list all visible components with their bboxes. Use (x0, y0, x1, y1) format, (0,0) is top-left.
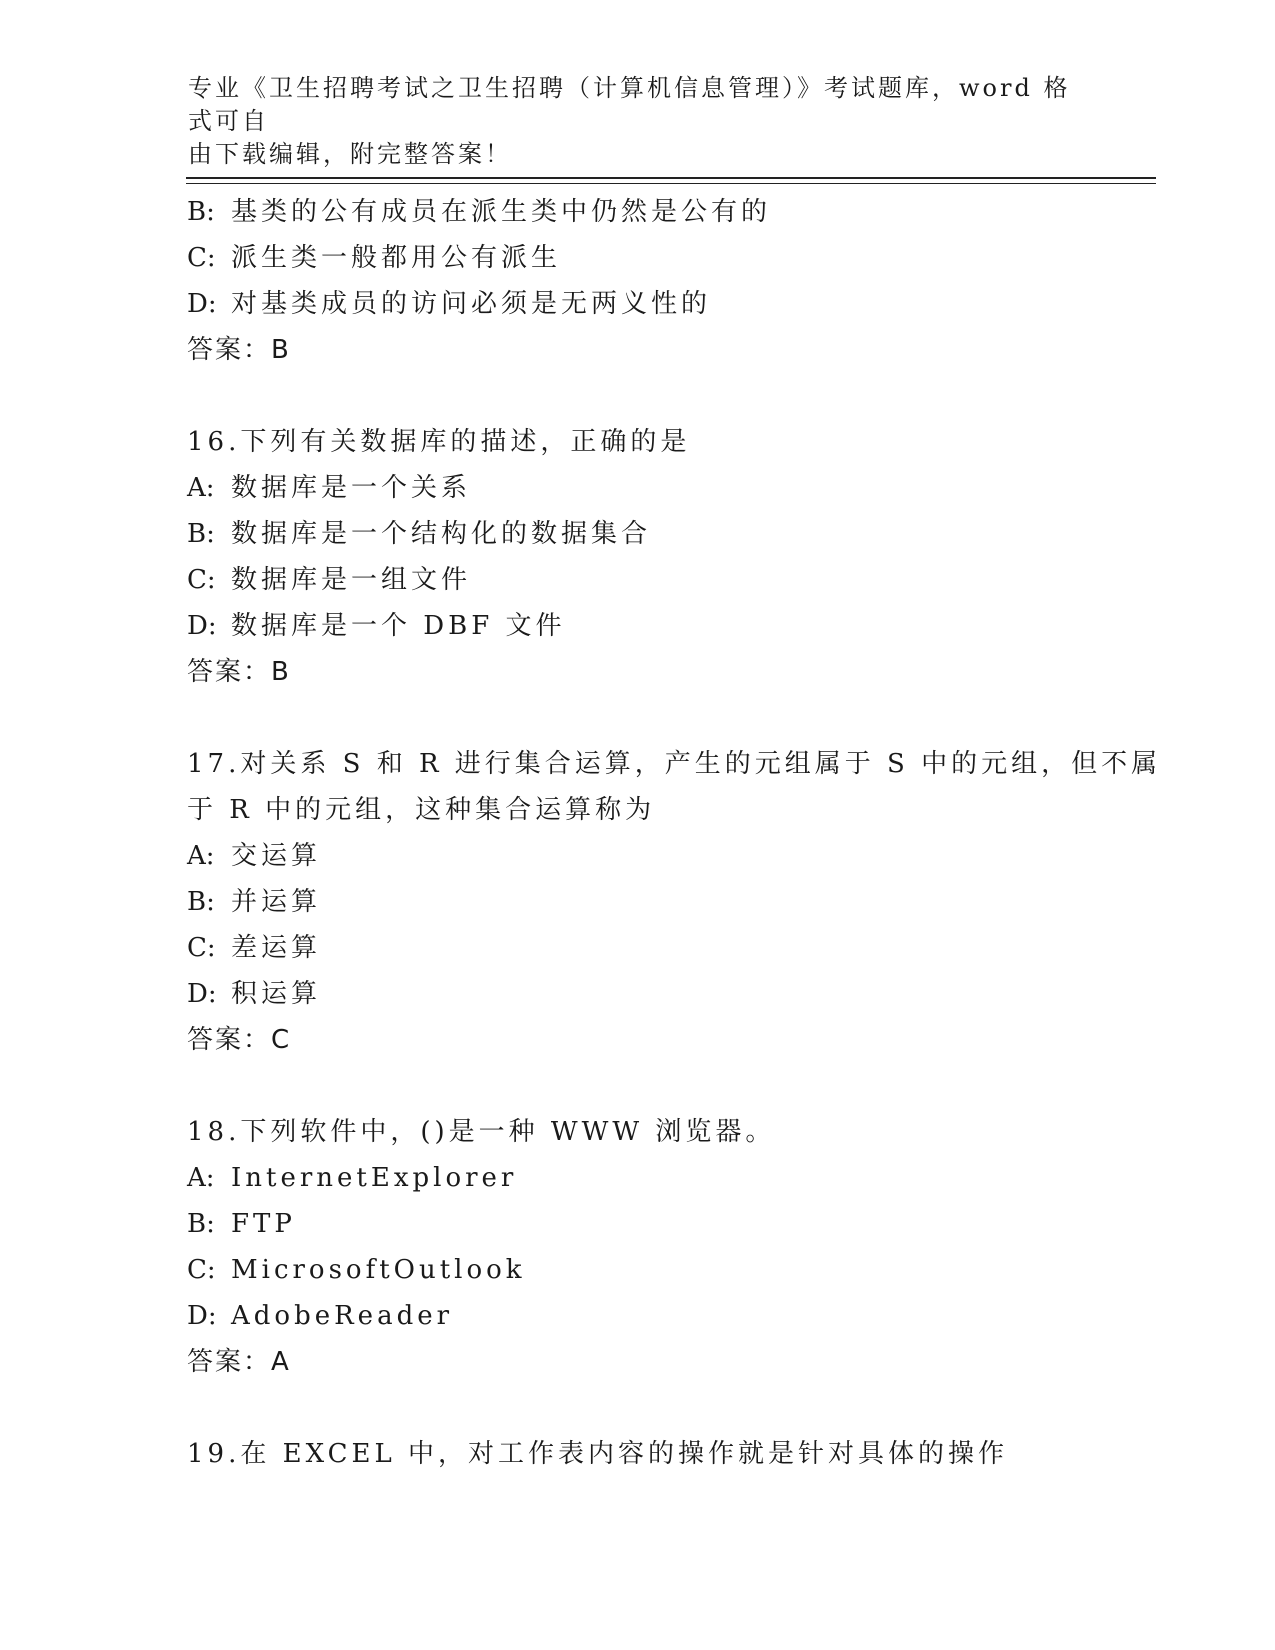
option-text: 基类的公有成员在派生类中仍然是公有的 (231, 197, 772, 227)
question-title: 16.下列有关数据库的描述，正确的是 (187, 427, 691, 457)
option-key: D: (187, 289, 217, 319)
option-c (187, 925, 1087, 971)
option-a (187, 1155, 1087, 1201)
option-key: D: (187, 1301, 217, 1331)
option-key: D: (187, 611, 217, 641)
question-block-17 (187, 741, 1162, 1063)
option-d (187, 603, 1087, 649)
option-d (187, 1293, 1087, 1339)
answer-line: 答案：B (187, 335, 291, 365)
option-key: C: (187, 933, 216, 963)
spacer (187, 695, 1087, 741)
answer-line: 答案：B (187, 657, 291, 687)
spacer (187, 1063, 1087, 1109)
option-text: MicrosoftOutlook (231, 1255, 526, 1285)
option-key: B: (187, 197, 215, 227)
option-b (187, 189, 1087, 235)
option-key: B: (187, 887, 215, 917)
option-key: C: (187, 565, 216, 595)
option-text: 数据库是一个 DBF 文件 (231, 611, 566, 641)
question-block-16 (187, 419, 1087, 695)
question-title-line-2: 于 R 中的元组，这种集合运算称为 (187, 795, 656, 825)
option-text: 派生类一般都用公有派生 (231, 243, 562, 273)
option-key: D: (187, 979, 217, 1009)
option-a (187, 833, 1087, 879)
option-key: A: (187, 473, 215, 503)
header-divider-thick (186, 177, 1156, 179)
question-block-18 (187, 1109, 1087, 1385)
option-text: 差运算 (231, 933, 322, 963)
option-text: 数据库是一个关系 (231, 473, 472, 503)
option-text: FTP (231, 1209, 296, 1239)
option-a (187, 465, 1087, 511)
option-c (187, 235, 1087, 281)
option-d (187, 281, 1087, 327)
header-line-1: 专业《卫生招聘考试之卫生招聘（计算机信息管理）》考试题库，word 格式可自 (188, 74, 1071, 135)
option-text: AdobeReader (231, 1301, 454, 1331)
option-text: InternetExplorer (231, 1163, 518, 1193)
option-text: 数据库是一组文件 (231, 565, 472, 595)
header-divider-thin (186, 183, 1156, 184)
option-d (187, 971, 1087, 1017)
answer-line: 答案：A (187, 1347, 291, 1377)
header-line-2: 由下载编辑，附完整答案！ (188, 140, 512, 168)
question-title: 19.在 EXCEL 中，对工作表内容的操作就是针对具体的操作 (187, 1439, 1009, 1469)
question-title: 18.下列软件中，()是一种 WWW 浏览器。 (187, 1117, 776, 1147)
option-b (187, 1201, 1087, 1247)
option-key: A: (187, 1163, 215, 1193)
question-title-line-1: 17.对关系 S 和 R 进行集合运算，产生的元组属于 S 中的元组，但不属 (187, 749, 1162, 779)
option-b (187, 879, 1087, 925)
option-text: 并运算 (231, 887, 322, 917)
question-list (187, 189, 1162, 1477)
option-c (187, 557, 1087, 603)
option-c (187, 1247, 1087, 1293)
option-key: B: (187, 519, 215, 549)
spacer (187, 373, 1087, 419)
question-block-partial (187, 189, 1087, 373)
option-b (187, 511, 1087, 557)
option-key: A: (187, 841, 215, 871)
option-key: B: (187, 1209, 215, 1239)
option-text: 积运算 (231, 979, 322, 1009)
question-block-19 (187, 1431, 1087, 1477)
spacer (187, 1385, 1087, 1431)
option-text: 对基类成员的访问必须是无两义性的 (231, 289, 712, 319)
document-header (188, 72, 1088, 171)
answer-line: 答案：C (187, 1025, 292, 1055)
option-key: C: (187, 1255, 216, 1285)
option-text: 数据库是一个结构化的数据集合 (231, 519, 652, 549)
option-text: 交运算 (231, 841, 322, 871)
option-key: C: (187, 243, 216, 273)
